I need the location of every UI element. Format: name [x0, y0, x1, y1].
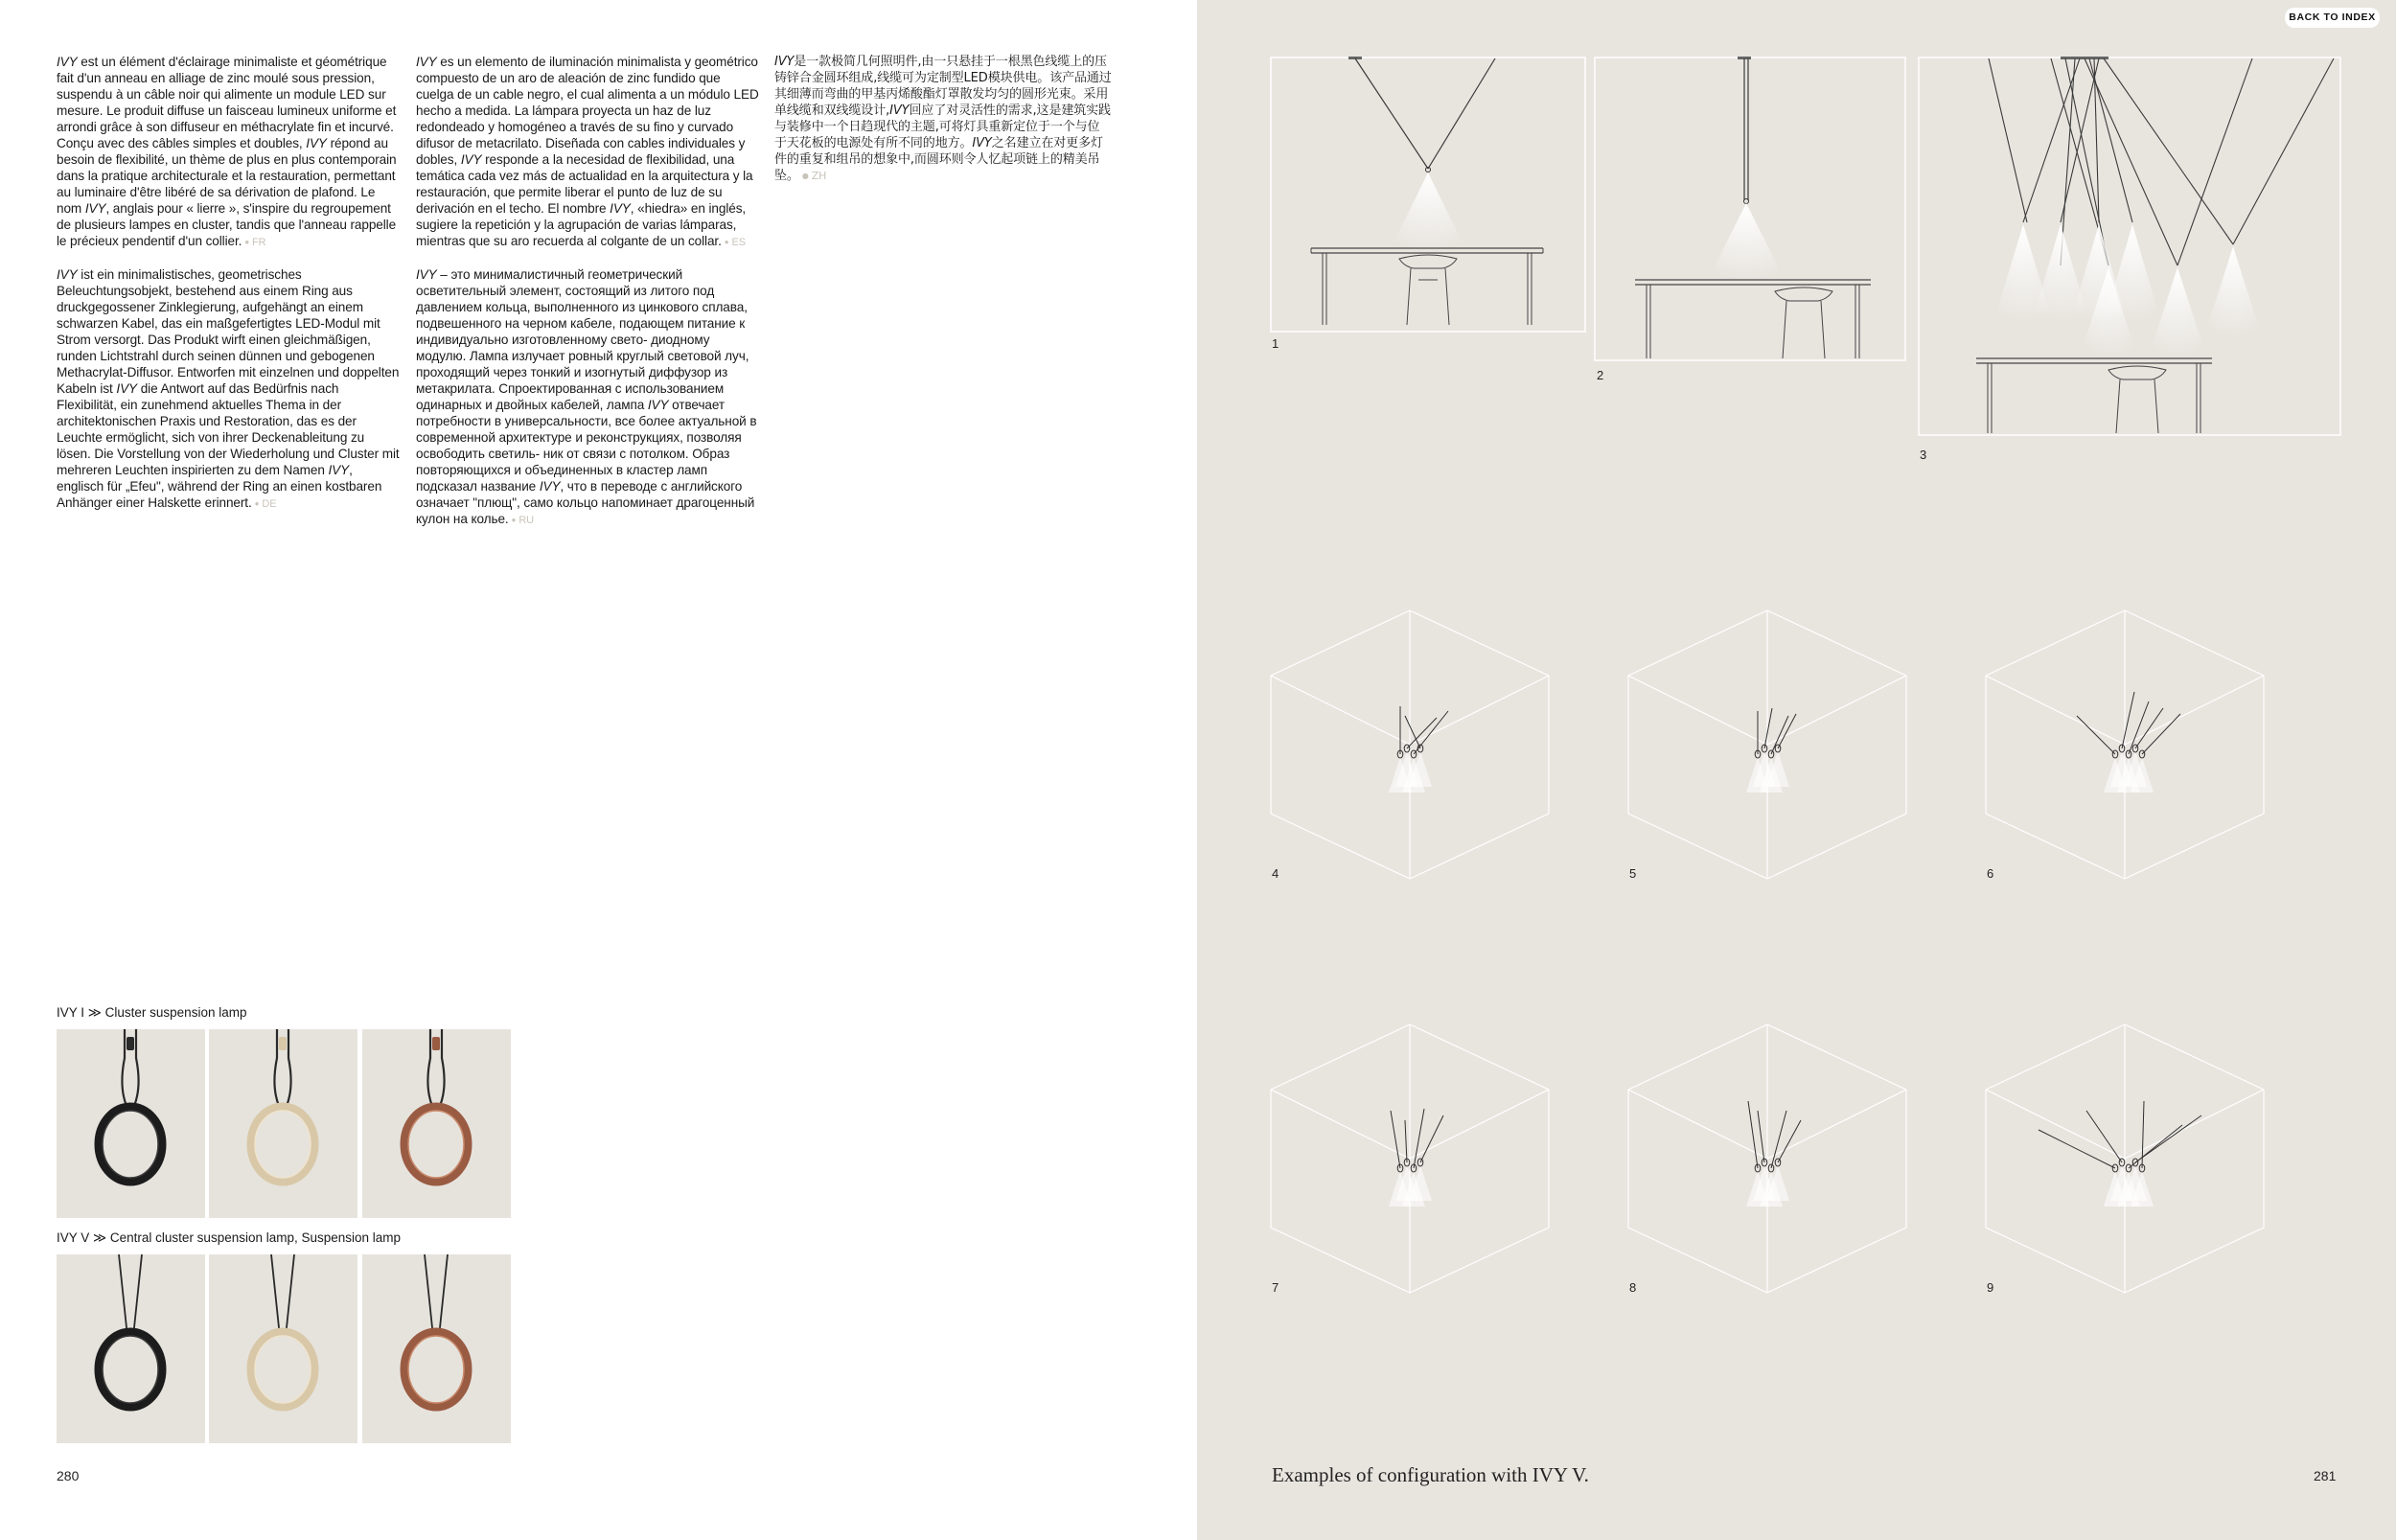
figure-number-2: 2	[1597, 368, 1604, 382]
lang-tag-zh: ● ZH	[802, 170, 827, 182]
figure-1-drawing	[1271, 57, 1585, 332]
figure-5-drawing	[1624, 601, 1911, 888]
figure-number-3: 3	[1920, 448, 1927, 462]
ring-lamp-illustration	[57, 1029, 205, 1218]
paragraph-ru: IVY – это минималистичный геометрический осветительный элемент, состоящий из литого под давлением кольца, выполненного из цинкового сплава, подвешенного на черном кабеле, подающем питание к индивидуально изготовленному свето- диодному модулю. Лампа излучает ровный круглый световой луч, проходящий через тонкий и изогнутый диффузор из метакрилата. Спроектированная с использованием одинарных и двойных кабелей, лампа IVY отвечает потребности в универсальности, все более актуальной в современной архитектуре и реконструкциях, позволяя освободить светиль- ник от связи с потолком. Образ повторяющихся и объединенных в кластер ламп подсказал название IVY, что в переводе с английского означает "плющ", само кольцо напоминает драгоценный кулон на колье.● RU	[416, 266, 761, 529]
lang-tag-fr: ● FR	[244, 237, 265, 248]
figure-3-drawing	[1919, 57, 2340, 435]
lang-tag-ru: ● RU	[512, 515, 534, 526]
paragraph-fr: IVY est un élément d'éclairage minimaliste et géométrique fait d'un anneau en alliage de zinc moulé sous pression, suspendu à un câble noir qui alimente un module LED sur mesure. Le produit diffuse un faisceau lumineux uniforme et arrondi grâce à son diffuseur en méthacrylate fin et incurvé. Conçu avec des câbles simples et doubles, IVY répond au besoin de flexibilité, un thème de plus en plus contemporain dans la pratique architecturale et la restauration, permettant au luminaire d'être libéré de sa dérivation de plafond. Le nom IVY, anglais pour « lierre », s'inspire du regroupement de plusieurs lampes en cluster, tandis que l'anneau rappelle le précieux pendentif d'un collier.● FR	[57, 54, 402, 251]
swatch-ivy-5-black	[57, 1254, 205, 1443]
figure-4-drawing	[1266, 601, 1554, 888]
figure-number-6: 6	[1987, 866, 1994, 881]
page-number-left: 280	[57, 1468, 80, 1483]
swatch-ivy-1-champagne	[209, 1029, 357, 1218]
paragraph-es: IVY es un elemento de iluminación minimalista y geométrico compuesto de un aro de aleación de zinc fundido que cuelga de un cable negro, el cual alimenta a un módulo LED hecho a medida. La lámpara proyecta un haz de luz redondeado y homogéneo a través de su fino y curvado difusor de metacrilato. Diseñada con cables individuales y dobles, IVY responde a la necesidad de flexibilidad, una temática cada vez más de actualidad en la arquitectura y la restauración, que permite liberar el punto de luz de su derivación en el techo. El nombre IVY, «hiedra» en inglés, sugiere la repetición y la agrupación de varias lámparas, mientras que su aro recuerda al colgante de un collar.● ES	[416, 54, 761, 251]
figure-number-4: 4	[1272, 866, 1279, 881]
lang-tag-de: ● DE	[255, 498, 277, 510]
figure-6-drawing	[1981, 601, 2269, 888]
figure-number-5: 5	[1629, 866, 1637, 881]
paragraph-de: IVY ist ein minimalistisches, geometrisches Beleuchtungsobjekt, bestehend aus einem Ring aus druckgegossener Zinklegierung, aufgehängt an einem schwarzen Kabel, das ein maßgefertigtes LED-Modul mit Strom versorgt. Das Produkt wirft einen gleichmäßigen, runden Lichtstrahl durch seinen dünnen und gebogenen Methacrylat-Diffusor. Entworfen mit einzelnen und doppelten Kabeln ist IVY die Antwort auf das Bedürfnis nach Flexibilität, ein zunehmend aktuelles Thema in der architektonischen Praxis und Restoration, das es der Leuchte ermöglicht, sich von ihrer Deckenableitung zu lösen. Die Vorstellung von der Wiederholung und Cluster mit mehreren Leuchten inspirierten zu dem Namen IVY, englisch für „Efeu", während der Ring an einen kostbaren Anhänger einer Halskette erinnert.● DE	[57, 266, 402, 513]
back-to-index-button[interactable]: BACK TO INDEX	[2285, 8, 2380, 28]
figure-number-7: 7	[1272, 1280, 1279, 1295]
figure-caption: Examples of configuration with IVY V.	[1272, 1463, 1589, 1486]
ring-lamp-illustration	[209, 1029, 357, 1218]
swatch-ivy-1-black	[57, 1029, 205, 1218]
swatch-ivy-5-copper	[362, 1254, 511, 1443]
swatch-ivy-5-champagne	[209, 1254, 357, 1443]
left-page	[0, 0, 1197, 1540]
page-number-right: 281	[2314, 1468, 2337, 1483]
swatch-ivy-1-copper	[362, 1029, 511, 1218]
ring-lamp-illustration	[209, 1254, 357, 1443]
paragraph-zh: IVY是一款极简几何照明件,由一只悬挂于一根黑色线缆上的压铸锌合金圆环组成,线缆可为定制型LED模块供电。该产品通过其细薄而弯曲的甲基丙烯酸酯灯罩散发均匀的圆形光束。采用单线缆和双线缆设计,IVY回应了对灵活性的需求,这是建筑实践与装修中一个日趋现代的主题,可将灯具重新定位于一个与位于天花板的电源处有所不同的地方。IVY之名建立在对更多灯件的重复和组吊的想象中,而圆环则令人忆起项链上的精美吊坠。● ZH	[774, 54, 1112, 184]
lang-tag-es: ● ES	[725, 237, 746, 248]
ring-lamp-illustration	[57, 1254, 205, 1443]
figure-8-drawing	[1624, 1015, 1911, 1302]
ring-lamp-illustration	[362, 1254, 511, 1443]
product-label-ivy-5: IVY V ≫ Central cluster suspension lamp, Suspension lamp	[57, 1230, 402, 1245]
figure-7-drawing	[1266, 1015, 1554, 1302]
text-column-3	[774, 54, 1112, 199]
figure-2-drawing	[1595, 57, 1905, 360]
figure-number-8: 8	[1629, 1280, 1637, 1295]
text-column-2	[416, 54, 761, 544]
elevation-drawings	[1265, 50, 2348, 452]
figure-number-9: 9	[1987, 1280, 1994, 1295]
figure-9-drawing	[1981, 1015, 2269, 1302]
text-column-1	[57, 54, 402, 528]
ring-lamp-illustration	[362, 1029, 511, 1218]
product-label-ivy-1: IVY I ≫ Cluster suspension lamp	[57, 1005, 247, 1020]
figure-number-1: 1	[1272, 336, 1279, 351]
